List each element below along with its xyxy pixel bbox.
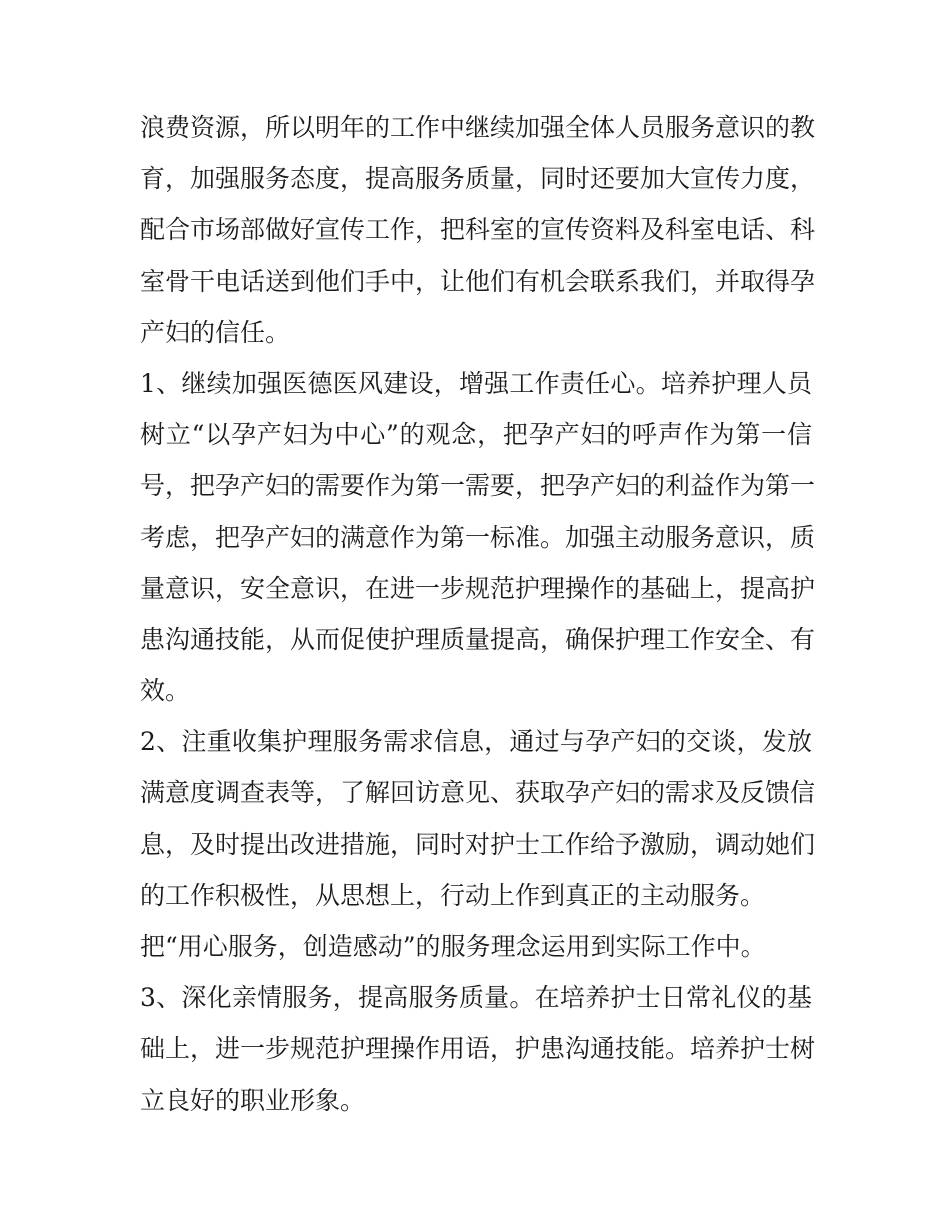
text-line: 1、继续加强医德医风建设，增强工作责任心。培养护理人员 [140,368,812,398]
paragraph-motto [140,921,812,972]
text-line: 树立“以孕产妇为中心”的观念，把孕产妇的呼声作为第一信 [140,420,812,450]
text-line: 患沟通技能，从而促使护理质量提高，确保护理工作安全、有 [140,624,816,654]
text-line: 考虑，把孕产妇的满意作为第一标准。加强主动服务意识，质 [140,522,816,552]
text-line: 把“用心服务，创造感动”的服务理念运用到实际工作中。 [140,932,766,961]
text-line: 的工作积极性，从思想上，行动上作到真正的主动服务。 [140,880,766,910]
text-line: 室骨干电话送到他们手中，让他们有机会联系我们，并取得孕 [140,266,816,296]
text-line: 息，及时提出改进措施，同时对护士工作给予激励，调动她们 [140,829,816,859]
paragraph-item-3 [140,972,816,1126]
text-line: 号，把孕产妇的需要作为第一需要，把孕产妇的利益作为第一 [140,471,816,501]
text-line: 2、注重收集护理服务需求信息，通过与孕产妇的交谈，发放 [140,727,812,757]
paragraph-item-2 [140,716,816,921]
paragraph-intro [140,102,816,358]
text-line: 3、深化亲情服务，提高服务质量。在培养护士日常礼仪的基 [140,983,812,1013]
text-line: 育，加强服务态度，提高服务质量，同时还要加大宣传力度， [140,164,816,194]
paragraph-item-1 [140,358,816,716]
text-line: 立良好的职业形象。 [140,1085,366,1115]
text-line: 满意度调查表等，了解回访意见、获取孕产妇的需求及反馈信 [140,778,816,808]
document-body [140,102,816,1126]
text-line: 浪费资源，所以明年的工作中继续加强全体人员服务意识的教 [140,113,816,142]
text-line: 产妇的信任。 [140,317,291,347]
text-line: 配合市场部做好宣传工作，把科室的宣传资料及科室电话、科 [140,215,816,245]
text-line: 量意识，安全意识，在进一步规范护理操作的基础上，提高护 [140,573,816,603]
text-line: 础上，进一步规范护理操作用语，护患沟通技能。培养护士树 [140,1034,816,1064]
text-line: 效。 [140,676,191,706]
